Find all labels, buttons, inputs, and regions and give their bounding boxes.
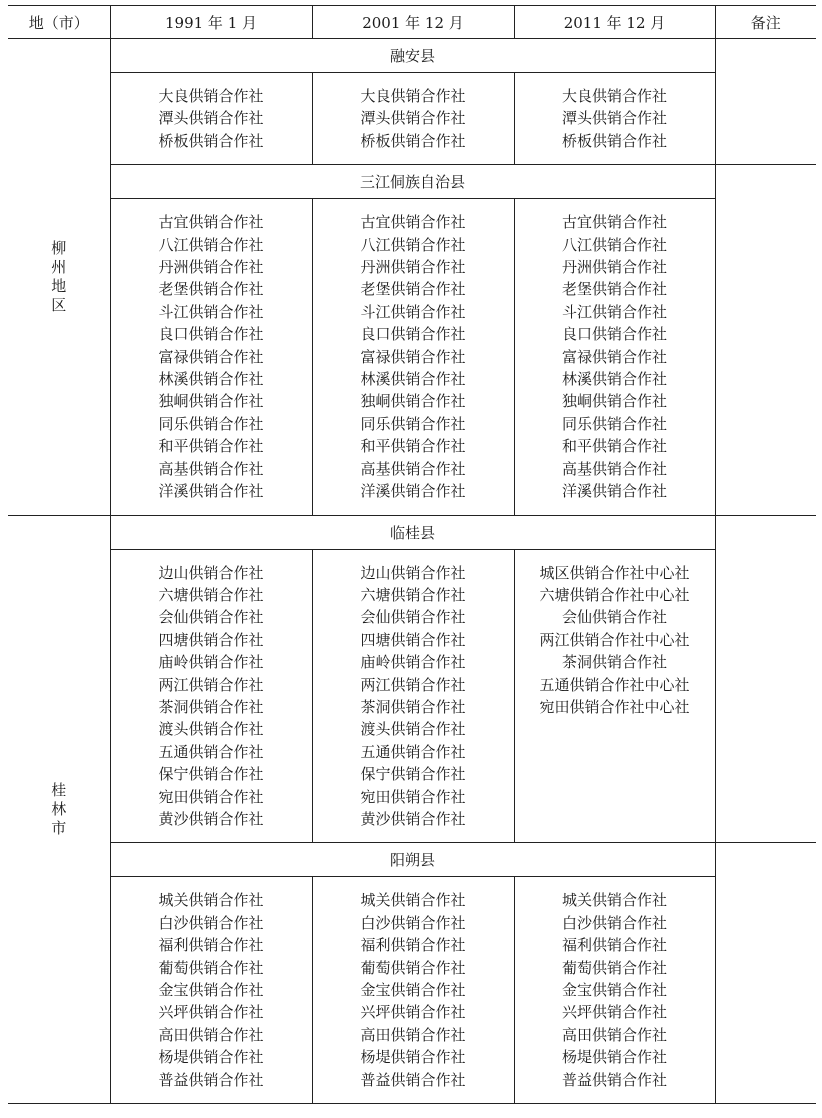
coop-entry: 大良供销合作社 — [360, 87, 466, 105]
coop-entry: 普益供销合作社 — [561, 1070, 667, 1089]
header-note: 备注 — [715, 6, 816, 39]
coop-entry: 会仙供销合作社 — [360, 608, 466, 627]
county-list-row — [8, 199, 816, 515]
list-2011 — [514, 549, 715, 843]
coop-entry: 同乐供销合作社 — [360, 414, 466, 433]
coop-entry: 两江供销合作社 — [158, 675, 264, 694]
note-cell — [715, 843, 816, 1104]
coop-entry: 边山供销合作社 — [158, 563, 264, 582]
coop-entry: 良口供销合作社 — [561, 325, 667, 344]
coop-entry: 六塘供销合作社 — [360, 585, 466, 604]
coop-entry: 茶洞供销合作社 — [561, 653, 667, 672]
coop-entry: 大良供销合作社 — [158, 87, 264, 105]
list-2001 — [312, 73, 514, 165]
coop-entry: 独峒供销合作社 — [561, 392, 667, 411]
coop-entry: 高基供销合作社 — [158, 459, 264, 478]
coop-entry: 丹洲供销合作社 — [561, 258, 667, 277]
coop-entry: 同乐供销合作社 — [561, 414, 667, 433]
list-1991 — [110, 73, 312, 165]
coop-entry: 八江供销合作社 — [158, 235, 264, 254]
coop-entry: 城区供销合作社中心社 — [539, 563, 690, 582]
coop-entry: 洋溪供销合作社 — [360, 482, 466, 501]
coop-entry: 黄沙供销合作社 — [360, 809, 466, 828]
coop-entry: 两江供销合作社中心社 — [539, 630, 690, 649]
coop-entry: 同乐供销合作社 — [158, 414, 264, 433]
coop-entry: 斗江供销合作社 — [158, 302, 264, 321]
coop-entry: 桥板供销合作社 — [561, 131, 667, 150]
coop-entry: 城关供销合作社 — [158, 891, 264, 910]
coop-table — [8, 5, 816, 1104]
table-header — [8, 6, 816, 39]
coop-entry: 桥板供销合作社 — [158, 131, 264, 150]
coop-entry: 高田供销合作社 — [360, 1025, 466, 1044]
coop-entry: 葡萄供销合作社 — [561, 958, 667, 977]
note-cell — [715, 515, 816, 843]
coop-entry: 杨堤供销合作社 — [158, 1048, 264, 1067]
coop-entry: 八江供销合作社 — [360, 235, 466, 254]
coop-entry: 杨堤供销合作社 — [360, 1048, 466, 1067]
note-cell — [715, 165, 816, 515]
coop-entry: 福利供销合作社 — [561, 936, 667, 955]
list-2001 — [312, 549, 514, 843]
header-2011: 2011 年 12 月 — [514, 6, 715, 39]
coop-entry: 宛田供销合作社 — [360, 787, 466, 806]
coop-entry: 杨堤供销合作社 — [561, 1048, 667, 1067]
county-header-row — [8, 39, 816, 73]
coop-entry: 大良供销合作社 — [561, 87, 667, 105]
coop-entry: 葡萄供销合作社 — [158, 958, 264, 977]
coop-entry: 高基供销合作社 — [561, 459, 667, 478]
region-group — [8, 515, 816, 1104]
coop-entry: 庙岭供销合作社 — [360, 653, 466, 672]
coop-entry: 良口供销合作社 — [360, 325, 466, 344]
coop-entry: 金宝供销合作社 — [360, 981, 466, 999]
coop-entry: 和平供销合作社 — [158, 437, 264, 456]
coop-entry: 丹洲供销合作社 — [158, 258, 264, 277]
region-name: 桂林市 — [51, 780, 67, 837]
county-name: 三江侗族自治县 — [110, 165, 715, 199]
coop-entry: 保宁供销合作社 — [360, 765, 466, 784]
county-header-row — [8, 515, 816, 549]
coop-entry: 五通供销合作社 — [158, 742, 264, 761]
coop-entry: 古宜供销合作社 — [561, 213, 667, 232]
coop-entry: 黄沙供销合作社 — [158, 809, 264, 828]
coop-entry: 洋溪供销合作社 — [561, 482, 667, 501]
header-2001: 2001 年 12 月 — [312, 6, 514, 39]
list-1991 — [110, 549, 312, 843]
coop-entry: 和平供销合作社 — [360, 437, 466, 456]
coop-entry: 白沙供销合作社 — [360, 913, 466, 932]
coop-entry: 老堡供销合作社 — [360, 280, 466, 299]
county-list-row — [8, 549, 816, 843]
coop-entry: 富禄供销合作社 — [158, 347, 264, 366]
coop-entry: 兴坪供销合作社 — [360, 1003, 466, 1022]
coop-entry: 城关供销合作社 — [360, 891, 466, 910]
coop-entry: 富禄供销合作社 — [561, 347, 667, 366]
list-2001 — [312, 199, 514, 515]
coop-entry: 金宝供销合作社 — [561, 981, 667, 999]
header-region: 地（市） — [8, 6, 110, 39]
coop-entry: 良口供销合作社 — [158, 325, 264, 344]
coop-entry: 边山供销合作社 — [360, 563, 466, 582]
coop-entry: 庙岭供销合作社 — [158, 653, 264, 672]
coop-entry: 林溪供销合作社 — [561, 370, 667, 389]
coop-entry: 福利供销合作社 — [360, 936, 466, 955]
coop-entry: 洋溪供销合作社 — [158, 482, 264, 501]
coop-entry: 独峒供销合作社 — [158, 392, 264, 411]
coop-entry: 渡头供销合作社 — [360, 720, 466, 739]
county-name: 融安县 — [110, 39, 715, 73]
county-name: 临桂县 — [110, 515, 715, 549]
coop-entry: 普益供销合作社 — [158, 1070, 264, 1089]
coop-entry: 四塘供销合作社 — [360, 630, 466, 649]
county-header-row — [8, 843, 816, 877]
coop-entry: 福利供销合作社 — [158, 936, 264, 955]
coop-entry: 林溪供销合作社 — [360, 370, 466, 389]
region-group — [8, 39, 816, 516]
coop-entry: 金宝供销合作社 — [158, 981, 264, 999]
coop-entry: 古宜供销合作社 — [360, 213, 466, 232]
coop-entry: 潭头供销合作社 — [360, 109, 466, 128]
coop-entry: 白沙供销合作社 — [561, 913, 667, 932]
coop-entry: 四塘供销合作社 — [158, 630, 264, 649]
coop-entry: 六塘供销合作社中心社 — [539, 585, 690, 604]
coop-entry: 老堡供销合作社 — [561, 280, 667, 299]
coop-entry: 城关供销合作社 — [561, 891, 667, 910]
coop-entry: 丹洲供销合作社 — [360, 258, 466, 277]
coop-entry: 八江供销合作社 — [561, 235, 667, 254]
coop-entry: 老堡供销合作社 — [158, 280, 264, 299]
coop-entry: 宛田供销合作社中心社 — [539, 697, 690, 716]
header-1991: 1991 年 1 月 — [110, 6, 312, 39]
list-1991 — [110, 877, 312, 1104]
coop-entry: 会仙供销合作社 — [158, 608, 264, 627]
coop-entry: 两江供销合作社 — [360, 675, 466, 694]
list-2001 — [312, 877, 514, 1104]
coop-entry: 保宁供销合作社 — [158, 765, 264, 784]
coop-entry: 兴坪供销合作社 — [158, 1003, 264, 1022]
coop-entry: 桥板供销合作社 — [360, 131, 466, 150]
county-list-row — [8, 877, 816, 1104]
list-2011 — [514, 73, 715, 165]
county-name: 阳朔县 — [110, 843, 715, 877]
coop-entry: 五通供销合作社中心社 — [539, 675, 690, 694]
coop-entry: 茶洞供销合作社 — [360, 697, 466, 716]
coop-entry: 兴坪供销合作社 — [561, 1003, 667, 1022]
list-2011 — [514, 877, 715, 1104]
region-name: 柳州地区 — [51, 238, 67, 314]
coop-entry: 六塘供销合作社 — [158, 585, 264, 604]
note-cell — [715, 39, 816, 165]
coop-entry: 独峒供销合作社 — [360, 392, 466, 411]
coop-entry: 普益供销合作社 — [360, 1070, 466, 1089]
list-2011 — [514, 199, 715, 515]
coop-entry: 高田供销合作社 — [158, 1025, 264, 1044]
coop-entry: 五通供销合作社 — [360, 742, 466, 761]
list-1991 — [110, 199, 312, 515]
coop-entry: 高田供销合作社 — [561, 1025, 667, 1044]
coop-entry: 葡萄供销合作社 — [360, 958, 466, 977]
coop-entry: 斗江供销合作社 — [360, 302, 466, 321]
coop-entry: 渡头供销合作社 — [158, 720, 264, 739]
coop-entry: 古宜供销合作社 — [158, 213, 264, 232]
coop-entry: 宛田供销合作社 — [158, 787, 264, 806]
coop-entry: 会仙供销合作社 — [561, 608, 667, 627]
region-cell — [8, 39, 110, 516]
coop-entry: 富禄供销合作社 — [360, 347, 466, 366]
coop-entry: 林溪供销合作社 — [158, 370, 264, 389]
county-header-row — [8, 165, 816, 199]
coop-entry: 白沙供销合作社 — [158, 913, 264, 932]
coop-entry: 和平供销合作社 — [561, 437, 667, 456]
coop-entry: 茶洞供销合作社 — [158, 697, 264, 716]
coop-entry: 高基供销合作社 — [360, 459, 466, 478]
coop-entry: 斗江供销合作社 — [561, 302, 667, 321]
coop-entry: 潭头供销合作社 — [561, 109, 667, 128]
county-list-row — [8, 73, 816, 165]
coop-entry: 潭头供销合作社 — [158, 109, 264, 128]
region-cell — [8, 515, 110, 1104]
